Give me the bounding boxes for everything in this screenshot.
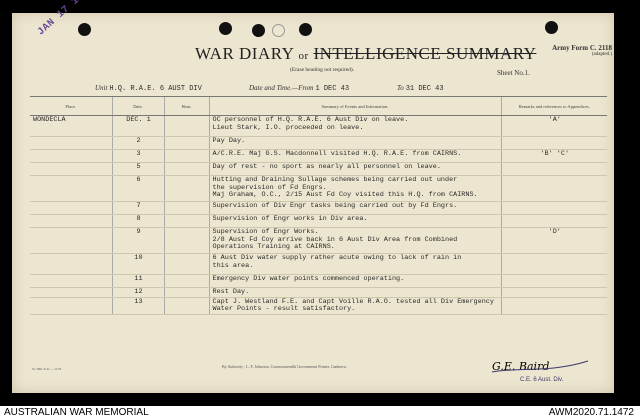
remarks-cell [501,297,607,314]
place-cell: WONDECLA [30,116,112,137]
summary-cell: Rest Day. [209,288,501,298]
hour-cell [164,150,209,163]
war-diary-title: WAR DIARY [195,44,294,63]
table-row [30,215,607,228]
place-cell [30,288,112,298]
date-cell: 12 [112,288,164,298]
title-or: or [298,50,309,62]
column-header-date: Date. [112,97,164,116]
print-code: Sr. 386. 6.41.—1179. [32,367,62,371]
summary-cell: Supervision of Engr works in Div area. [209,215,501,228]
remarks-cell [501,254,607,275]
hour-cell [164,254,209,275]
table-row [30,254,607,275]
to-label: To [397,84,404,92]
table-row [30,297,607,314]
table-row [30,288,607,298]
page-title [195,44,536,64]
date-cell: 2 [112,137,164,150]
place-cell [30,150,112,163]
column-header-place: Place. [30,97,112,116]
remarks-cell [501,163,607,176]
table-header-row [30,97,607,116]
unit-value: H.Q. R.A.E. 6 AUST DIV [109,85,202,93]
column-header-summary: Summary of Events and Information. [209,97,501,116]
punch-hole [252,24,265,37]
place-cell [30,137,112,150]
summary-cell: Supervision of Engr Works. 2/8 Aust Fd Coy arrive back in 6 Aust Div Area from Combined Operations Training at CAIRNS. [209,228,501,254]
punch-hole [272,24,285,37]
unit-label: Unit [95,84,108,92]
date-cell: 13 [112,297,164,314]
summary-cell: Emergency Div water points commenced operating. [209,275,501,288]
remarks-cell [501,202,607,215]
date-cell: 11 [112,275,164,288]
table-row [30,202,607,215]
hour-cell [164,297,209,314]
table-row [30,275,607,288]
table-row [30,176,607,202]
summary-cell: Day of rest - no sport as nearly all personnel on leave. [209,163,501,176]
table-row [30,228,607,254]
hour-cell [164,202,209,215]
remarks-cell: 'B' 'C' [501,150,607,163]
table-row [30,116,607,137]
hour-cell [164,275,209,288]
to-date: 31 DEC 43 [405,85,444,93]
date-cell: 5 [112,163,164,176]
hour-cell [164,176,209,202]
summary-cell: A/C.R.E. Maj G.S. Macdonnell visited H.Q. R.A.E. from CAIRNS. [209,150,501,163]
hour-cell [164,215,209,228]
punch-hole [78,23,91,36]
punch-hole [299,23,312,36]
date-cell: 8 [112,215,164,228]
adapted-note: (adapted.) [591,52,612,57]
summary-cell: 6 Aust Div water supply rather acute owing to lack of rain in this area. [209,254,501,275]
archive-reference: AWM2020.71.1472 [548,407,634,418]
place-cell [30,202,112,215]
place-cell [30,215,112,228]
date-cell: 10 [112,254,164,275]
place-cell [30,254,112,275]
printer-authority: By Authority : L. F. Johnston, Commonwealth Government Printer, Canberra. [222,364,347,369]
summary-cell: Supervision of Div Engr tasks being carried out by Fd Engrs. [209,202,501,215]
hour-cell [164,137,209,150]
date-cell: 6 [112,176,164,202]
remarks-cell [501,288,607,298]
army-form-number: Army Form C. 2118 [552,44,612,52]
sheet-number: Sheet No.1. [497,69,530,77]
remarks-cell [501,215,607,228]
date-time-label: Date and Time.—From [249,84,314,92]
column-header-remarks: Remarks and references to Appendices. [501,97,607,116]
unit-field [95,84,202,93]
signature-title: C.E. 6 Aust. Div. [520,377,564,383]
remarks-cell: 'D' [501,228,607,254]
heading-note: (Erase heading not required). [290,67,355,73]
from-date: 1 DEC 43 [315,85,350,93]
date-cell: 7 [112,202,164,215]
table-row [30,150,607,163]
place-cell [30,228,112,254]
to-date-field [397,84,444,93]
punch-hole [219,22,232,35]
remarks-cell [501,275,607,288]
place-cell [30,176,112,202]
hour-cell [164,163,209,176]
hour-cell [164,116,209,137]
signature-mark [490,357,590,375]
remarks-cell: 'A' [501,116,607,137]
summary-cell: Pay Day. [209,137,501,150]
signature-text: G.E. Baird [492,360,550,373]
archive-credit: AUSTRALIAN WAR MEMORIAL [4,407,149,418]
hour-cell [164,288,209,298]
punch-hole [545,21,558,34]
place-cell [30,275,112,288]
place-cell [30,163,112,176]
remarks-cell [501,137,607,150]
hour-cell [164,228,209,254]
summary-cell: Hutting and Draining Sullage schemes being carried out under the supervision of Fd Engrs. Maj Graham, O.C., 2/15 Aust Fd Coy visited this H.Q. from CAIRNS. [209,176,501,202]
date-range-field [249,84,349,93]
column-header-hour: Hour. [164,97,209,116]
summary-cell: OC personnel of H.Q. R.A.E. 6 Aust Div on leave. Lieut Stark, I.O. proceeded on leave. [209,116,501,137]
army-form-label [552,44,612,57]
date-cell: 3 [112,150,164,163]
place-cell [30,297,112,314]
diary-table [30,96,607,315]
remarks-cell [501,176,607,202]
struck-intelligence-summary: INTELLIGENCE SUMMARY [313,44,537,63]
summary-cell: Capt J. Westland F.E. and Capt Voille R.A.O. tested all Div Emergency Water Points - result satisfactory. [209,297,501,314]
date-cell: DEC. 1 [112,116,164,137]
date-cell: 9 [112,228,164,254]
table-row [30,137,607,150]
table-row [30,163,607,176]
